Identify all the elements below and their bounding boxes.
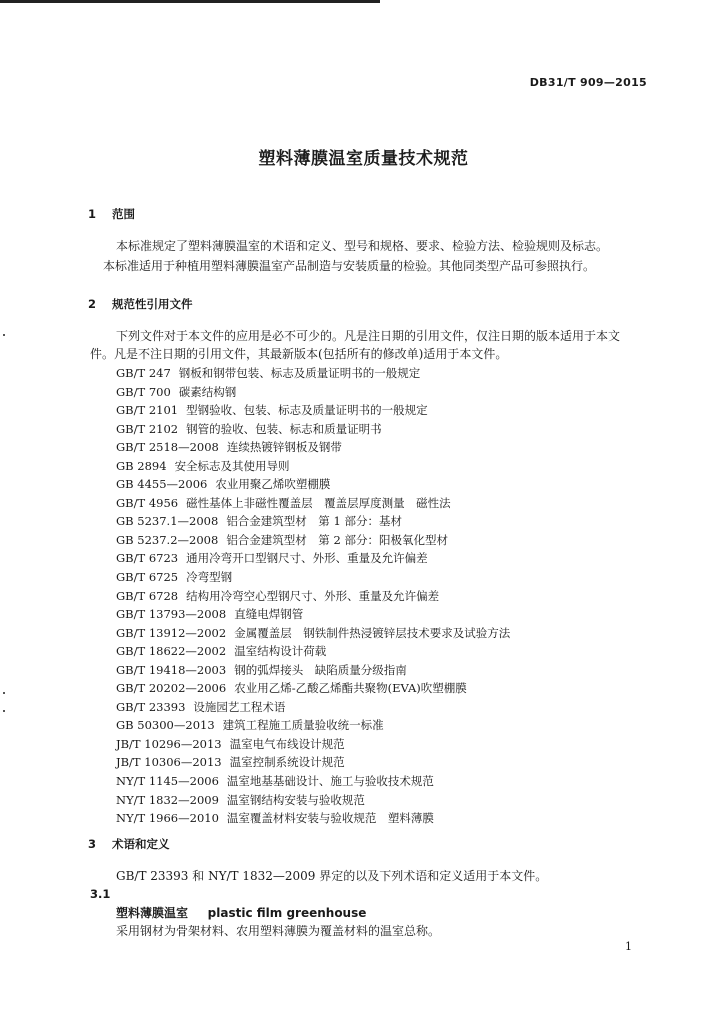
reference-title: 温室电气布线设计规范 bbox=[229, 736, 345, 751]
normative-reference-list bbox=[116, 364, 510, 828]
reference-title: 农业用乙烯-乙酸乙烯酯共聚物(EVA)吹塑棚膜 bbox=[234, 681, 467, 696]
reference-title: 金属覆盖层 钢铁制件热浸镀锌层技术要求及试验方法 bbox=[234, 625, 511, 640]
reference-code: GB/T 23393 bbox=[116, 699, 186, 714]
document-code: DB31/T 909—2015 bbox=[529, 76, 647, 89]
reference-title: 温室钢结构安装与验收规范 bbox=[226, 792, 365, 807]
section-title: 术语和定义 bbox=[112, 837, 170, 851]
reference-code: GB 5237.1—2008 bbox=[116, 514, 219, 529]
reference-item bbox=[116, 698, 510, 717]
section-1-heading bbox=[88, 206, 135, 222]
reference-title: 型钢验收、包装、标志及质量证明书的一般规定 bbox=[186, 403, 428, 418]
section-2-heading bbox=[88, 296, 193, 312]
reference-title: 农业用聚乙烯吹塑棚膜 bbox=[215, 477, 331, 492]
section-number: 1 bbox=[88, 207, 97, 221]
reference-code: GB/T 6723 bbox=[116, 551, 179, 566]
reference-code: GB 5237.2—2008 bbox=[116, 532, 219, 547]
reference-code: GB/T 18622—2002 bbox=[116, 644, 227, 659]
section-title: 规范性引用文件 bbox=[112, 297, 193, 311]
section-number: 2 bbox=[88, 297, 97, 311]
reference-code: GB 2894 bbox=[116, 458, 167, 473]
reference-code: GB/T 20202—2006 bbox=[116, 681, 227, 696]
reference-item bbox=[116, 587, 510, 606]
reference-code: GB/T 247 bbox=[116, 366, 171, 380]
section-number: 3 bbox=[88, 837, 97, 851]
reference-title: 钢管的验收、包装、标志和质量证明书 bbox=[186, 421, 382, 436]
reference-title: 温室地基基础设计、施工与验收技术规范 bbox=[226, 774, 434, 789]
reference-title: 安全标志及其使用导则 bbox=[174, 458, 290, 473]
reference-item bbox=[116, 420, 510, 439]
reference-item bbox=[116, 642, 510, 661]
reference-title: 温室控制系统设计规范 bbox=[229, 755, 345, 770]
reference-code: GB/T 4956 bbox=[116, 495, 179, 510]
reference-code: GB/T 19418—2003 bbox=[116, 662, 227, 677]
scan-speck bbox=[3, 692, 5, 694]
reference-code: GB/T 13793—2008 bbox=[116, 607, 227, 622]
section-1-paragraph: 本标准适用于种植用塑料薄膜温室产品制造与安装质量的检验。其他同类型产品可参照执行。 bbox=[103, 259, 596, 273]
reference-item bbox=[116, 791, 510, 810]
reference-item bbox=[116, 401, 510, 420]
reference-item bbox=[116, 438, 510, 457]
document-title: 塑料薄膜温室质量技术规范 bbox=[258, 149, 469, 169]
reference-item bbox=[116, 753, 510, 772]
page-number: 1 bbox=[625, 940, 632, 953]
scan-speck bbox=[3, 334, 5, 336]
reference-item bbox=[116, 383, 510, 402]
reference-item bbox=[116, 661, 510, 680]
reference-title: 磁性基体上非磁性覆盖层 覆盖层厚度测量 磁性法 bbox=[186, 495, 451, 510]
reference-title: 冷弯型钢 bbox=[186, 570, 233, 585]
reference-title: 设施园艺工程术语 bbox=[193, 699, 286, 714]
section-3-heading bbox=[88, 836, 170, 852]
section-1-paragraph: 本标准规定了塑料薄膜温室的术语和定义、型号和规格、要求、检验方法、检验规则及标志。 bbox=[116, 239, 609, 253]
reference-item bbox=[116, 605, 510, 624]
reference-title: 建筑工程施工质量验收统一标准 bbox=[222, 718, 384, 733]
reference-title: 连续热镀锌钢板及钢带 bbox=[226, 440, 342, 455]
reference-code: GB/T 700 bbox=[116, 384, 171, 399]
scan-speck bbox=[3, 710, 5, 712]
reference-title: 钢板和钢带包装、标志及质量证明书的一般规定 bbox=[178, 366, 421, 380]
scan-edge-bar bbox=[0, 0, 380, 3]
reference-item bbox=[116, 679, 510, 698]
reference-item bbox=[116, 568, 510, 587]
reference-item bbox=[116, 624, 510, 643]
reference-item bbox=[116, 364, 510, 383]
reference-item bbox=[116, 494, 510, 513]
section-2-intro-line: 件。凡是不注日期的引用文件，其最新版本(包括所有的修改单)适用于本文件。 bbox=[90, 347, 508, 361]
section-2-intro-line: 下列文件对于本文件的应用是必不可少的。凡是注日期的引用文件，仅注日期的版本适用于本文 bbox=[116, 329, 621, 343]
reference-title: 通用冷弯开口型钢尺寸、外形、重量及允许偏差 bbox=[186, 551, 428, 566]
reference-item bbox=[116, 772, 510, 791]
reference-item bbox=[116, 531, 510, 550]
reference-code: GB/T 2101 bbox=[116, 403, 179, 418]
reference-title: 结构用冷弯空心型钢尺寸、外形、重量及允许偏差 bbox=[186, 588, 440, 603]
reference-code: GB/T 6725 bbox=[116, 570, 179, 585]
term-definition: 采用钢材为骨架材料、农用塑料薄膜为覆盖材料的温室总称。 bbox=[116, 924, 441, 938]
reference-title: 温室结构设计荷载 bbox=[234, 644, 327, 659]
reference-code: GB/T 2518—2008 bbox=[116, 440, 219, 455]
term-english: plastic film greenhouse bbox=[207, 906, 367, 920]
reference-title: 钢的弧焊接头 缺陷质量分级指南 bbox=[234, 662, 407, 677]
reference-item bbox=[116, 475, 510, 494]
reference-item bbox=[116, 716, 510, 735]
reference-title: 直缝电焊钢管 bbox=[234, 607, 304, 622]
reference-code: GB/T 13912—2002 bbox=[116, 625, 227, 640]
reference-item bbox=[116, 735, 510, 754]
reference-code: GB/T 2102 bbox=[116, 421, 179, 436]
reference-code: NY/T 1145—2006 bbox=[116, 774, 219, 789]
reference-title: 温室覆盖材料安装与验收规范 塑料薄膜 bbox=[226, 811, 434, 826]
reference-item bbox=[116, 512, 510, 531]
reference-code: GB 50300—2013 bbox=[116, 718, 215, 733]
reference-item bbox=[116, 457, 510, 476]
reference-item bbox=[116, 809, 510, 828]
term-chinese: 塑料薄膜温室 bbox=[116, 906, 189, 920]
reference-title: 碳素结构钢 bbox=[178, 384, 237, 399]
reference-code: GB 4455—2006 bbox=[116, 477, 208, 492]
reference-title: 铝合金建筑型材 第 1 部分：基材 bbox=[226, 514, 402, 529]
section-3-intro: GB/T 23393 和 NY/T 1832—2009 界定的以及下列术语和定义适用于本文件。 bbox=[116, 869, 548, 883]
reference-code: NY/T 1832—2009 bbox=[116, 792, 219, 807]
reference-title: 铝合金建筑型材 第 2 部分：阳极氧化型材 bbox=[226, 532, 448, 547]
reference-code: JB/T 10306—2013 bbox=[116, 755, 222, 770]
section-title: 范围 bbox=[112, 207, 136, 221]
term-number: 3.1 bbox=[90, 887, 111, 901]
reference-item bbox=[116, 549, 510, 568]
reference-code: NY/T 1966—2010 bbox=[116, 811, 219, 826]
reference-code: GB/T 6728 bbox=[116, 588, 179, 603]
term-entry bbox=[116, 903, 366, 923]
reference-code: JB/T 10296—2013 bbox=[116, 736, 222, 751]
